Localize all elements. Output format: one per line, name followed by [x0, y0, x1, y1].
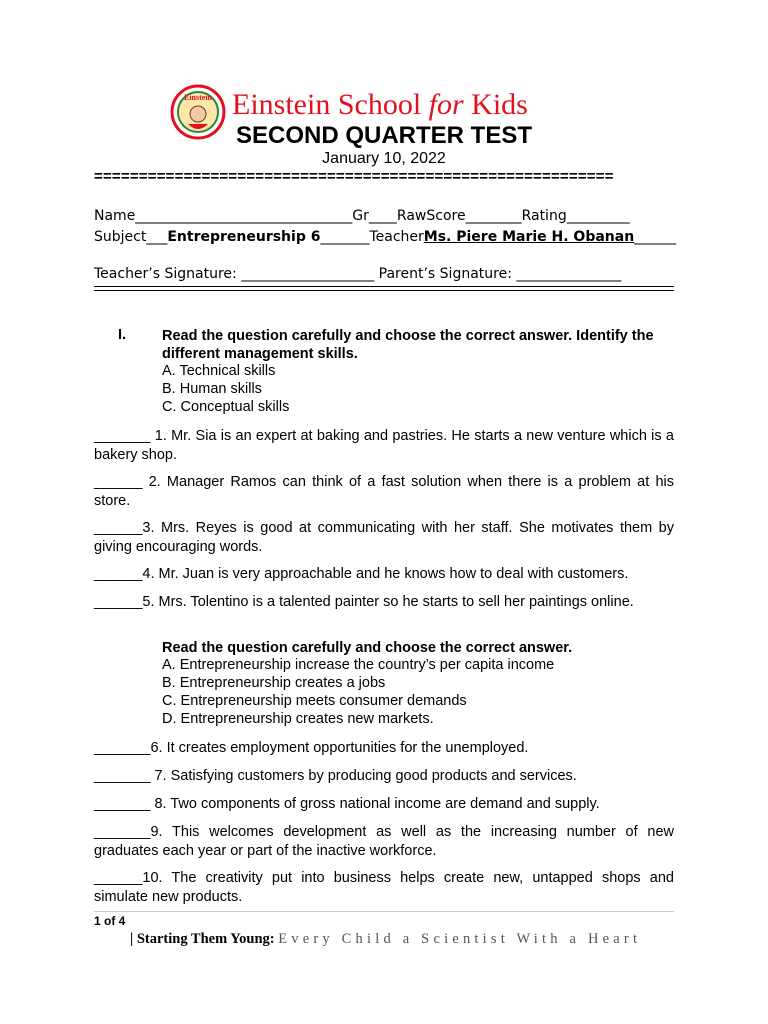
- footer-divider: [94, 911, 674, 912]
- teacher-value: Ms. Piere Marie H. Obanan: [423, 229, 635, 245]
- test-title: SECOND QUARTER TEST: [235, 122, 532, 149]
- section2-option: C. Entrepreneurship meets consumer demands: [162, 693, 467, 709]
- section2-instruction: Read the question carefully and choose the correct answer.: [162, 640, 573, 656]
- signature-line: Teacher’s Signature: ___________________ Parent’s Signature: _______________: [94, 266, 622, 282]
- question-3: ______3. Mrs. Reyes is good at communicating with her staff. She motivates them by giving encouraging words.: [94, 520, 674, 555]
- page-number: 1 of 4: [94, 914, 126, 928]
- section-number: I.: [118, 327, 127, 343]
- school-name: Einstein School for Kids: [232, 88, 528, 121]
- section1-option: B. Human skills: [162, 381, 262, 397]
- question-2: ______ 2. Manager Ramos can think of a fast solution when there is a problem at his store.: [94, 474, 674, 509]
- test-date: January 10, 2022: [322, 150, 446, 167]
- section1-instruction: Read the question carefully and choose the correct answer. Identify the different management skills.: [162, 328, 654, 362]
- double-divider: [94, 286, 674, 291]
- section1-option: A. Technical skills: [162, 363, 276, 379]
- footer-motto: | Starting Them Young: Every Child a Scientist With a Heart: [130, 931, 642, 947]
- question-7: _______ 7. Satisfying customers by producing good products and services.: [94, 768, 577, 784]
- question-9: _______9. This welcomes development as well as the increasing number of new graduates each year or part of the inactive workforce.: [94, 824, 674, 859]
- logo-text: Einstein: [183, 93, 213, 102]
- question-6: _______6. It creates employment opportunities for the unemployed.: [94, 740, 529, 756]
- section2-option: A. Entrepreneurship increase the country’s per capita income: [162, 657, 555, 673]
- question-8: _______ 8. Two components of gross national income are demand and supply.: [94, 796, 600, 812]
- question-4: ______4. Mr. Juan is very approachable and he knows how to deal with customers.: [94, 566, 629, 582]
- question-5: ______5. Mrs. Tolentino is a talented painter so he starts to sell her paintings online.: [94, 594, 634, 610]
- section1-option: C. Conceptual skills: [162, 399, 290, 415]
- section2-option: B. Entrepreneurship creates a jobs: [162, 675, 386, 691]
- subject-value: Entrepreneurship 6: [167, 229, 321, 245]
- section2-option: D. Entrepreneurship creates new markets.: [162, 711, 434, 727]
- question-1: _______ 1. Mr. Sia is an expert at baking and pastries. He starts a new venture which is a bakery shop.: [94, 428, 674, 463]
- name-line: Name_______________________________Gr____RawScore________Rating_________: [94, 208, 630, 224]
- subject-teacher-line: Subject___Entrepreneurship 6_______TeacherMs. Piere Marie H. Obanan______: [94, 229, 677, 245]
- question-10: ______10. The creativity put into business helps create new, untapped shops and simulate new products.: [94, 870, 674, 905]
- separator-line: ==========================================================: [94, 168, 614, 185]
